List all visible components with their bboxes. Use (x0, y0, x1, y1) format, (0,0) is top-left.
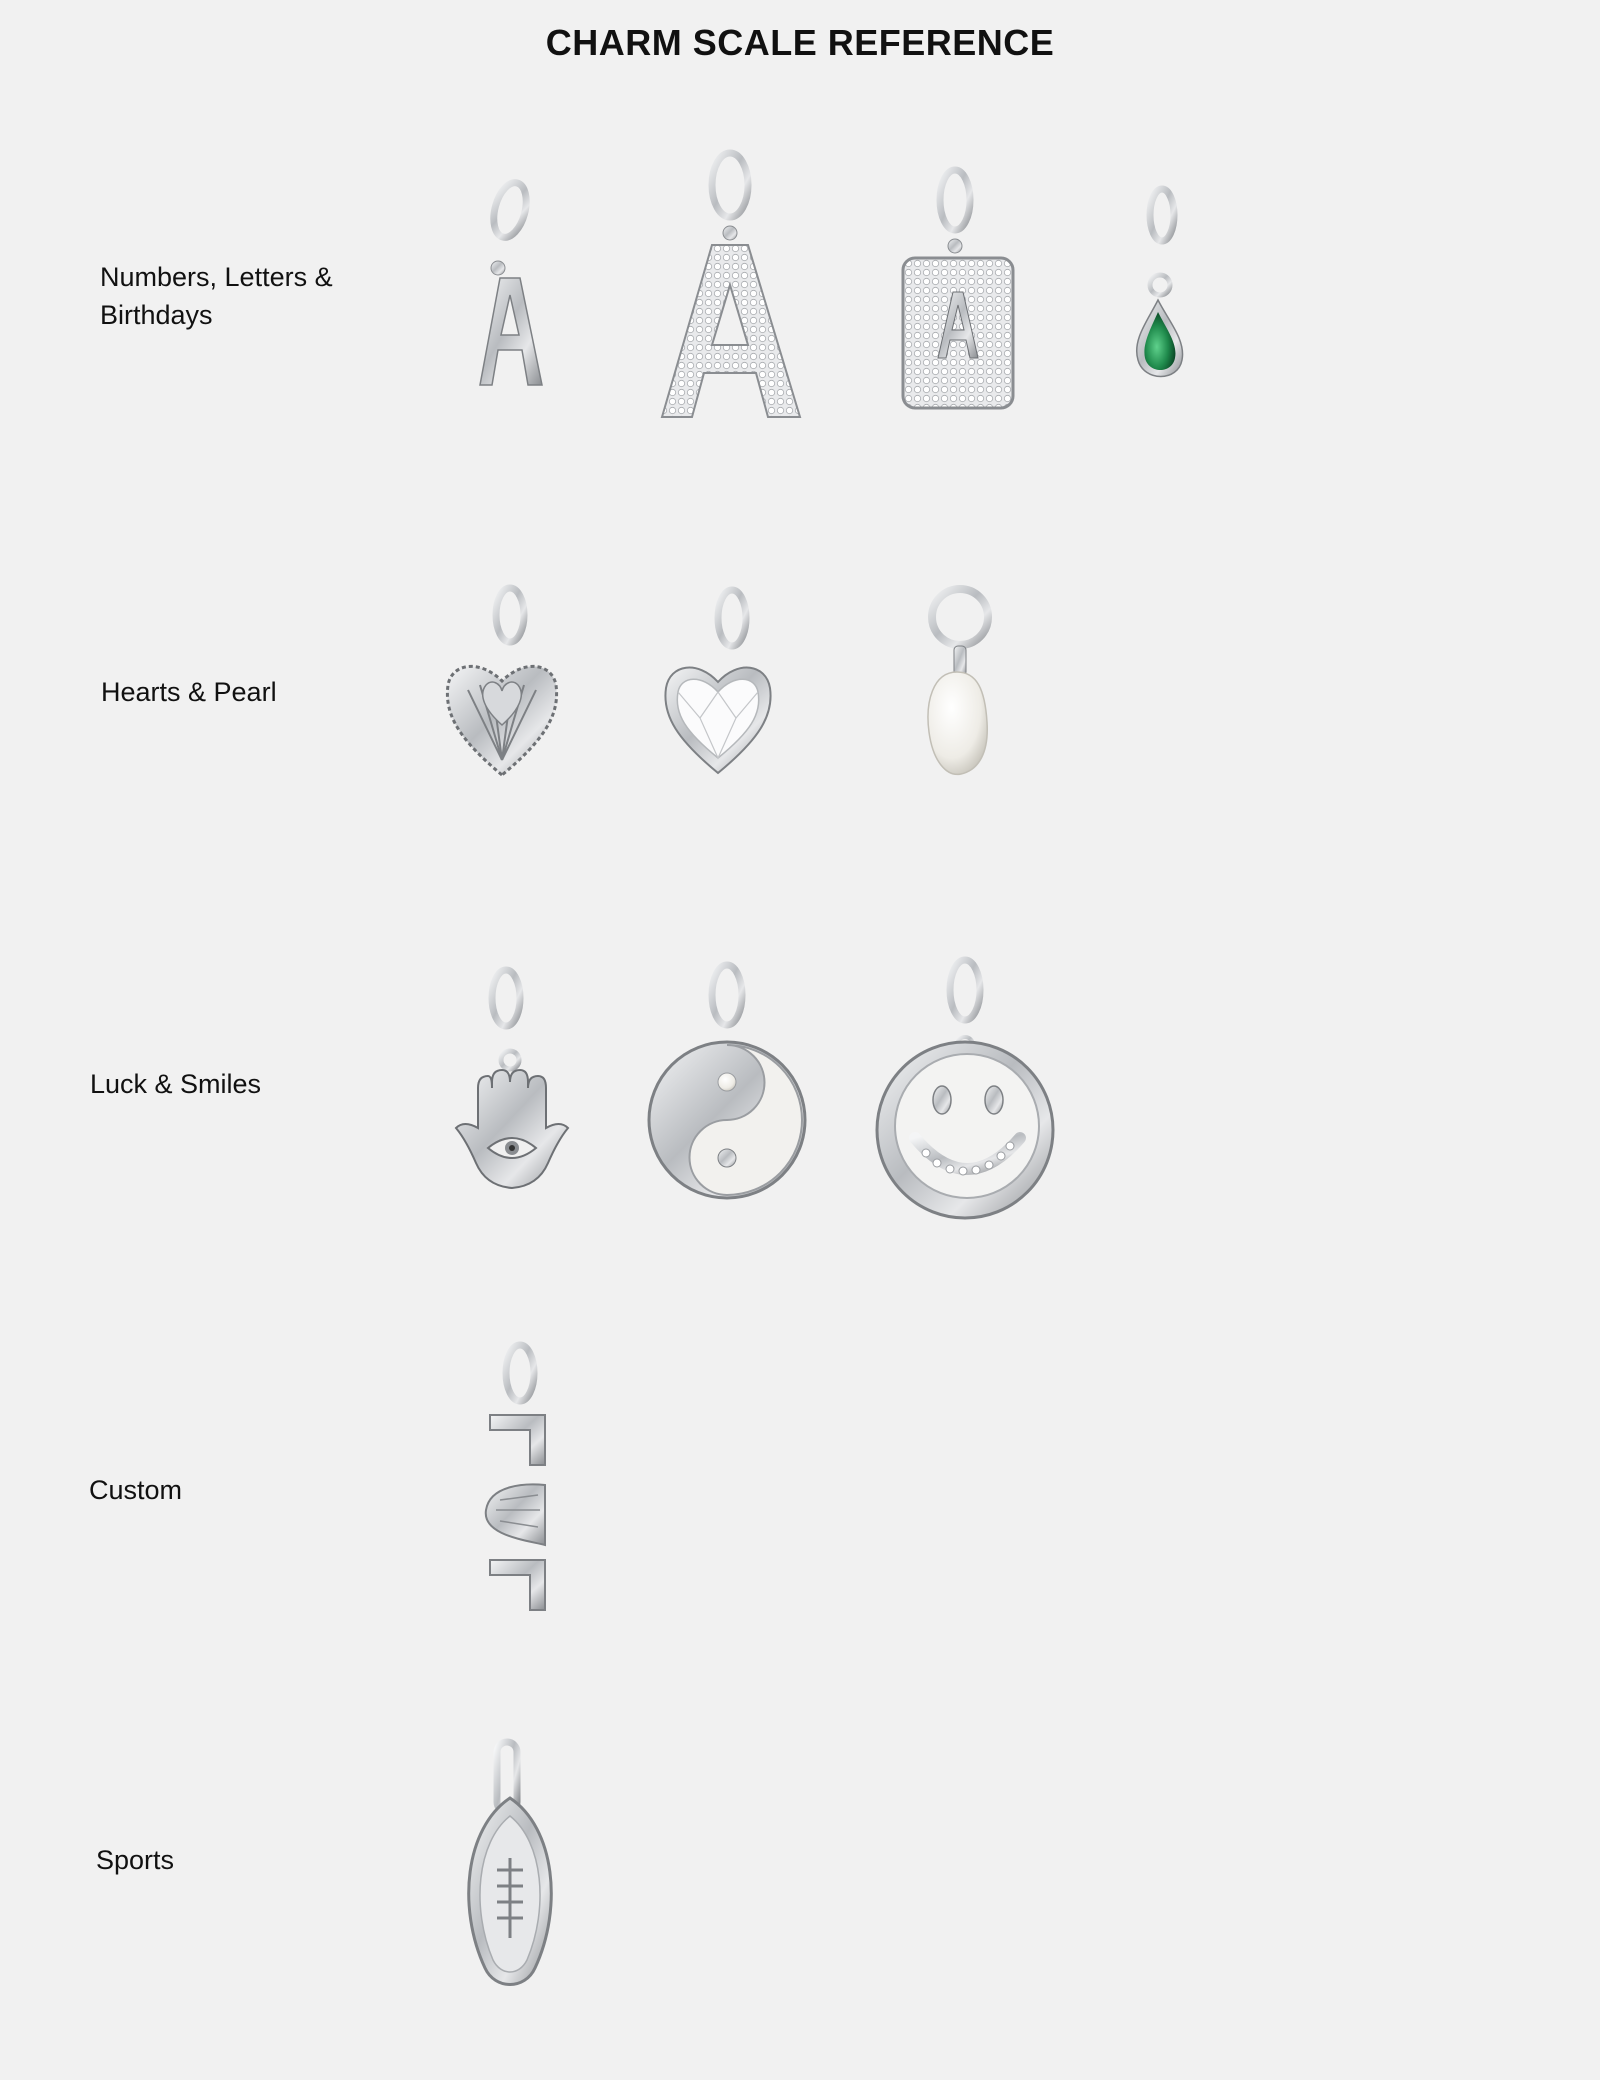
letter-a-plain-charm[interactable] (440, 170, 560, 400)
sunburst-heart-charm[interactable] (440, 575, 560, 785)
pearl-drop-charm[interactable] (905, 572, 1015, 782)
football-charm[interactable] (455, 1738, 565, 1998)
crystal-heart-charm[interactable] (660, 578, 780, 778)
yin-yang-charm[interactable] (645, 955, 815, 1215)
category-label-custom: Custom (89, 1475, 183, 1505)
category-label-line-1: Numbers, Letters & (100, 262, 333, 292)
smiley-face-charm[interactable] (870, 950, 1060, 1220)
emerald-birthstone-drop-charm[interactable] (1120, 180, 1200, 390)
custom-heart-initials-charm[interactable] (470, 1335, 570, 1625)
hamsa-evil-eye-charm[interactable] (448, 958, 578, 1198)
category-label-numbers-letters-birthdays (100, 258, 333, 334)
category-label-sports: Sports (96, 1845, 175, 1875)
category-label-hearts-pearl: Hearts & Pearl (101, 677, 277, 707)
category-label-luck-smiles: Luck & Smiles (90, 1069, 262, 1099)
letter-a-pave-charm[interactable] (650, 145, 810, 425)
category-label-line-2: Birthdays (100, 300, 213, 330)
letter-a-tag-charm[interactable] (895, 160, 1035, 415)
page-title: CHARM SCALE REFERENCE (545, 22, 1055, 63)
